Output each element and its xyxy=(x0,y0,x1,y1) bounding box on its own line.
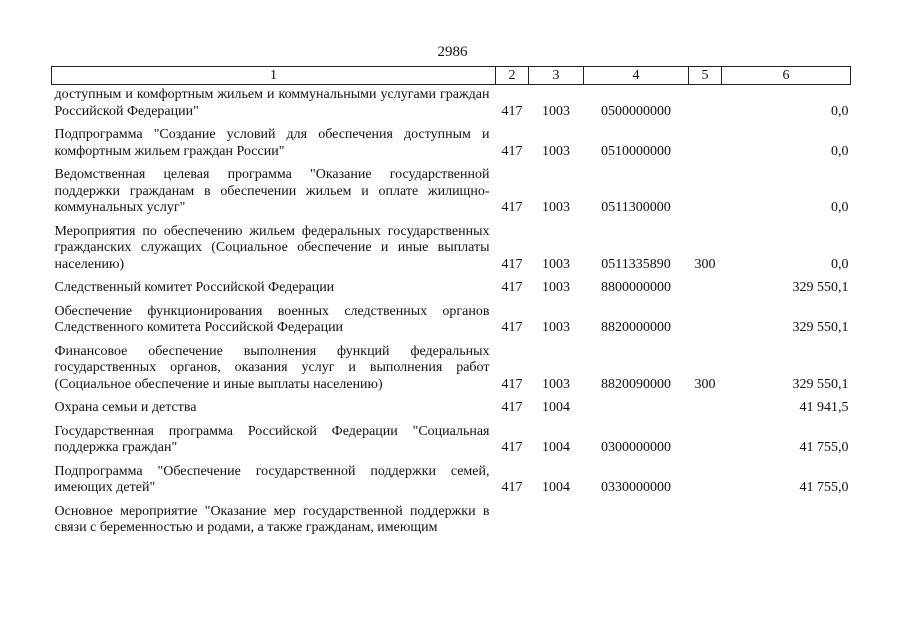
row-rz: 1003 xyxy=(542,320,570,335)
table-row xyxy=(52,396,851,420)
row-amount: 41 755,0 xyxy=(799,480,849,495)
table-row xyxy=(52,123,851,163)
row-rz: 1003 xyxy=(542,143,570,159)
row-name: Обеспечение функционирования военных следственных органов Следственного комитета Российской Федерации xyxy=(54,303,490,335)
row-ved: 417 xyxy=(501,256,523,272)
row-name: Государственная программа Российской Федерации "Социальная поддержка граждан" xyxy=(54,423,490,455)
table-row xyxy=(52,163,851,220)
row-ved: 417 xyxy=(501,376,523,392)
row-rz: 1004 xyxy=(542,400,570,415)
row-amount: 0,0 xyxy=(831,256,849,272)
row-csr: 0330000000 xyxy=(601,480,671,495)
row-vr xyxy=(689,300,722,340)
row-vr xyxy=(689,396,722,420)
row-vr xyxy=(689,500,722,540)
row-name: доступным и комфортным жильем и коммунальными услугами граждан Российской Федерации" xyxy=(54,87,490,119)
row-rz xyxy=(529,500,584,540)
row-csr: 0300000000 xyxy=(601,440,671,455)
table-row xyxy=(52,460,851,500)
header-row xyxy=(52,67,851,85)
header-col-3: 3 xyxy=(529,67,584,85)
row-name: Подпрограмма "Создание условий для обеспечения доступным и комфортным жильем граждан России" xyxy=(54,127,490,159)
row-amount: 0,0 xyxy=(831,143,849,159)
row-rz: 1003 xyxy=(542,280,570,295)
table-row xyxy=(52,420,851,460)
row-name: Охрана семьи и детства xyxy=(54,400,197,415)
header-col-1: 1 xyxy=(52,67,496,85)
row-amount: 329 550,1 xyxy=(792,376,849,392)
row-ved: 417 xyxy=(501,143,523,159)
row-rz: 1003 xyxy=(542,376,570,392)
row-name: Следственный комитет Российской Федерации xyxy=(54,280,335,295)
row-name: Финансовое обеспечение выполнения функций федеральных государственных органов, оказания услуг и выполнения работ (Социальное обеспечение и иные выплаты населению) xyxy=(54,343,490,392)
row-ved: 417 xyxy=(501,280,523,295)
row-vr: 300 xyxy=(694,256,716,272)
row-csr: 0510000000 xyxy=(601,143,671,159)
row-vr xyxy=(689,123,722,163)
header-col-2: 2 xyxy=(496,67,529,85)
row-csr: 0500000000 xyxy=(601,103,671,119)
table-row xyxy=(52,340,851,397)
row-csr: 8820090000 xyxy=(601,376,671,392)
table-row xyxy=(52,220,851,277)
row-amount: 0,0 xyxy=(831,200,849,215)
row-amount: 41 941,5 xyxy=(799,400,849,415)
header-col-4: 4 xyxy=(584,67,689,85)
table-row xyxy=(52,500,851,540)
row-amount: 41 755,0 xyxy=(799,440,849,455)
row-ved: 417 xyxy=(501,103,523,119)
row-rz: 1004 xyxy=(542,480,570,495)
row-amount: 329 550,1 xyxy=(792,320,849,335)
row-csr: 0511300000 xyxy=(601,200,671,215)
row-ved: 417 xyxy=(501,440,523,455)
row-vr xyxy=(689,163,722,220)
row-name: Подпрограмма "Обеспечение государственной поддержки семей, имеющих детей" xyxy=(54,463,490,495)
header-col-5: 5 xyxy=(689,67,722,85)
row-csr xyxy=(584,500,689,540)
row-rz: 1004 xyxy=(542,440,570,455)
row-ved: 417 xyxy=(501,200,523,215)
row-ved: 417 xyxy=(501,480,523,495)
budget-table xyxy=(51,66,851,540)
row-ved: 417 xyxy=(501,400,523,415)
row-csr: 8800000000 xyxy=(601,280,671,295)
row-rz: 1003 xyxy=(542,200,570,215)
row-vr xyxy=(689,460,722,500)
row-vr xyxy=(689,85,722,124)
row-rz: 1003 xyxy=(542,256,570,272)
row-name: Основное мероприятие "Оказание мер государственной поддержки в связи с беременностью и родами, а также гражданам, имеющим xyxy=(54,503,490,535)
row-vr xyxy=(689,276,722,300)
header-col-6: 6 xyxy=(722,67,851,85)
row-ved: 417 xyxy=(501,320,523,335)
row-csr xyxy=(584,396,689,420)
table-row xyxy=(52,85,851,124)
row-amount: 329 550,1 xyxy=(792,280,849,295)
row-rz: 1003 xyxy=(542,103,570,119)
row-name: Ведомственная целевая программа "Оказание государственной поддержки гражданам в обеспечении жильем и оплате жилищно-коммунальных услуг" xyxy=(54,167,490,215)
row-csr: 0511335890 xyxy=(601,256,671,272)
row-ved xyxy=(496,500,529,540)
row-amount xyxy=(722,500,851,540)
row-vr: 300 xyxy=(694,376,716,392)
row-name: Мероприятия по обеспечению жильем федеральных государственных гражданских служащих (Социальное обеспечение и иные выплаты населению) xyxy=(54,223,490,272)
row-amount: 0,0 xyxy=(831,103,849,119)
page-number: 2986 xyxy=(437,44,468,60)
row-csr: 8820000000 xyxy=(601,320,671,335)
row-vr xyxy=(689,420,722,460)
table-row xyxy=(52,276,851,300)
table-row xyxy=(52,300,851,340)
